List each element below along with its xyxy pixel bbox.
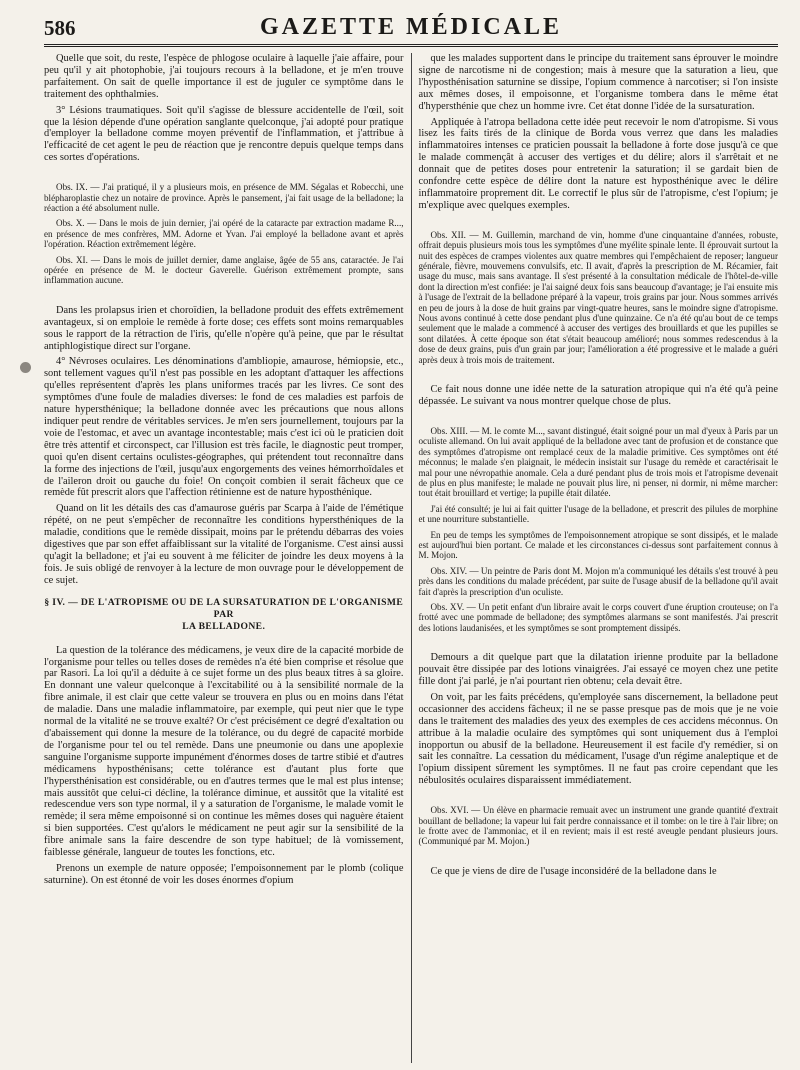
observation: Obs. XI. — Dans le mois de juillet dernier, dame anglaise, âgée de 55 ans, cataractée. Je l'ai opérée en présence de M. le docteur Gaverelle. Guérison extrêmement prompte, sans inflammation aucune. — [44, 254, 404, 286]
observation: En peu de temps les symptômes de l'empoisonnement atropique se sont dissipés, et le malade est aujourd'hui bien portant. Ce malade et les circonstances ci-dessus sont parfaitement connus à M. Mojon. — [418, 529, 778, 561]
journal-title: GAZETTE MÉDICALE — [259, 14, 563, 40]
section-heading: § IV. — DE L'ATROPISME OU DE LA SURSATURATION DE L'ORGANISME PAR LA BELLADONE. — [44, 596, 404, 632]
paragraph: Ce fait nous donne une idée nette de la saturation atropique qui n'a été qu'à peine dépassée. Le suivant va nous montrer quelque chose de plus. — [418, 384, 778, 407]
page-header — [44, 10, 778, 47]
paragraph: Quand on lit les détails des cas d'amaurose guéris par Scarpa à l'aide de l'émétique répété, on ne peut s'empêcher de reconnaître les conditions hypersthéniques de la maladie, conditions que le remède dissipait, moins par le prétendu débarras des voies digestives que par son effet affaiblissant sur la vitalité de l'organisme. C'est ainsi aussi qu'agit la belladone; et j'ai eu souvent à me féliciter de joindre les deux moyens à la fois. Je suis obligé de renvoyer à la lecture de mon ouvrage pour le développement de ce sujet. — [44, 503, 404, 586]
observation: Obs. XIV. — Un peintre de Paris dont M. Mojon m'a communiqué les détails s'est trouvé à peu près dans les conditions du malade précédent, par suite de l'usage abusif de la belladone qu'il avait fait d'après la prescription d'un oculiste. — [418, 565, 778, 597]
observation: Obs. XIII. — M. le comte M..., savant distingué, était soigné pour un mal d'yeux à Paris par un oculiste allemand. On lui avait appliqué de la belladone avec tant de profusion et de constance que des symptômes d'atropisme ont remplacé ceux de la maladie primitive. Ces symptômes ont été méconnus; le malade s'en plaignait, le médecin insistait sur l'usage du remède et caractérisait le mal pour une névropathie anomale. Cela a duré pendant plus de trois mois et l'atropisme devenait de plus en plus manifeste; le malade ne pouvait plus lire, ni penser, ni dormir, ni même marcher: tout était brouillard et vertige; la pupille était dilatée. — [418, 425, 778, 499]
paragraph: Ce que je viens de dire de l'usage inconsidéré de la belladone dans le — [430, 865, 717, 877]
left-column — [44, 53, 404, 1063]
observation: Obs. XII. — M. Guillemin, marchand de vin, homme d'une cinquantaine d'années, robuste, offrait depuis plusieurs mois tous les symptômes d'une myélite spinale lente. Il éprouvait surtout la nuit des espèces de crampes violentes aux quatre membres qui l'empêchaient de reposer; langueur générale, fièvre, mouvemens convulsifs, etc. Il avait, d'après la prescription de M. Récamier, fait usage du musc, mais sans avantage. Il s'est présenté à la consultation médicale de l'hôtel-de-ville dont la direction m'est confiée: je l'ai saigné deux fois sans beaucoup d'avantage; je l'ai ensuite mis à l'usage de l'extrait de la belladone préparé à la vapeur, trois grains par jour. Nous sommes arrivés en peu de jours à la dose de huit grains par vingt-quatre heures, sans le moindre signe d'atropisme. Nous avons continué à cette dose pendant plus d'une quinzaine. Ce n'a été qu'au bout de ce temps seulement que le malade a commencé à accuser des vertiges des brouillards et que les pupilles se sont dilatées. À cette époque son état s'était beaucoup amélioré; nous sommes redescendus à la dose de deux grains, puis d'un grain par jour; l'amélioration a été progressive et le malade a guéri après deux à trois mois de traitement. — [418, 229, 778, 365]
paragraph: 3° Lésions traumatiques. Soit qu'il s'agisse de blessure accidentelle de l'œil, soit que la lésion dépende d'une opération sanglante quelconque, j'ai adopté pour pratique d'employer la belladone comme moyen préventif de l'inflammation, et j'attribue à l'efficacité de cet agent le peu de réaction que je rencontre depuis quelque temps dans ces sortes d'opérations. — [44, 104, 404, 164]
right-column — [418, 53, 778, 1063]
observation: Obs. X. — Dans le mois de juin dernier, j'ai opéré de la cataracte par extraction madame R..., en présence de mes confrères, MM. Adorne et Yvan. J'ai employé la belladone avant et après l'opération. Réaction extrêmement légère. — [44, 218, 404, 250]
observation: J'ai été consulté; je lui ai fait quitter l'usage de la belladone, et prescrit des pilules de morphine et une nourriture substantielle. — [418, 503, 778, 525]
paragraph: La question de la tolérance des médicamens, je veux dire de la capacité morbide de l'organisme pour telles ou telles doses de remèdes n'a été bien comprise et résolue que par Rasori. La loi qu'il a déduite à ce sujet forme un des plus beaux titres à sa gloire. En donnant une valeur quelconque à l'excitabilité ou à la sensibilité normale de la fibre animale, il est clair que cette valeur se trouvera en plus ou en moins dans l'état de maladie. Dans une maladie inflammatoire, par exemple, qui peut nier que le type normal de la vitalité ne se trouve exalté? Or c'est précisément ce degré d'exaltation ou d'abaissement qui donne la mesure de la tolérance, ou du degré de capacité morbide de l'organisme pour tel ou tel remède. Dans une pneumonie ou dans une apoplexie sanguine l'organisme supporte impunément d'énormes doses de tartre stibié et d'autres médicamens hyposthénisans; cette tolérance est d'autant plus forte que l'hypersthénisation est considérable, ou en d'autres termes que le mal est plus intense; mais aussitôt que celui-ci décline, la tolérance diminue, et aussitôt que la vitalité est redescendue vers son type normal, il y a saturation de l'organisme, le malade vomit le remède; il sera même empoisonné si on continue les mêmes doses qui naguère étaient si bien supportées. C'est qu'alors le médicament ne peut agir sur la sensibilité de la fibre animale sans la faire descendre de son type habituel; de là vomissement, faiblesse générale, langueur de toutes les fonctions, etc. — [44, 644, 404, 859]
column-rule — [411, 53, 412, 1063]
text-columns — [44, 53, 778, 1063]
paragraph: que les malades supportent dans le principe du traitement sans éprouver le moindre signe de narcotisme ni de congestion; mais à mesure que la saturation a lieu, que l'hyposthénisation saturnine se dissipe, l'opium commence à narcotiser; si l'on insiste aux mêmes doses, il empoisonne, et l'organisme tombera dans le même état d'hypersthénie que chez un homme ivre. Cet état donne l'idée de la sursaturation. — [418, 53, 778, 112]
paragraph: Demours a dit quelque part que la dilatation irienne produite par la belladone pouvait être dissipée par des lotions vinaigrées. J'ai essayé ce moyen chez une petite fille dont j'ai parlé, je n'ai pourtant rien obtenu; cela devait être. — [418, 652, 778, 687]
paragraph: On voit, par les faits précédens, qu'employée sans discernement, la belladone peut occasionner des accidens fâcheux; il ne se passe presque pas de mois que je ne voie dans le traitement des maladies des yeux des exemples de ces accidens méconnus. On attribue à la maladie oculaire des symptômes qui sont uniquement dus à l'emploi inopportun ou abusif de la belladone. Heureusement il est facile d'y remédier, si on sait les connaître. La cessation du médicament, l'usage d'un régime analeptique et de l'opium dissipent sûrement les symptômes. Il ne faut pas croire cependant que les nébulosités oculaires disparaissent immédiatement. — [418, 691, 778, 787]
observation: Obs. XVI. — Un élève en pharmacie remuait avec un instrument une grande quantité d'extrait bouillant de belladone; la vapeur lui fait perdre connaissance et il tombe: on le tire à l'air libre; on le frotte avec de l'ammoniac, et il en revient; mais il est resté aveugle pendant plusieurs jours. (Communiqué par M. Mojon.) — [418, 805, 778, 847]
paragraph: Appliquée à l'atropa belladona cette idée peut recevoir le nom d'atropisme. Si vous lisez les faits tirés de la clinique de Borda vous verrez que dans les maladies inflammatoires intenses ce praticien poussait la belladone à forte dose jusqu'à ce que le malade commençât à accuser des vertiges et du délire; alors il s'arrêtait et ne donnait que de petites doses pour entretenir la saturation; il se gardait bien de confondre cette espèce de délire dont la nature est hyposthénique avec le délire inflammatoire proprement dit. Le correctif le plus sûr de l'atropisme, c'est l'opium; je m'explique avec quelques exemples. — [418, 116, 778, 211]
paragraph: Prenons un exemple de nature opposée; l'empoisonnement par le plomb (colique saturnine). On est étonné de voir les doses énormes d'opium — [44, 862, 404, 886]
observation: Obs. XV. — Un petit enfant d'un libraire avait le corps couvert d'une éruption crouteuse; on l'a frotté avec une pommade de belladone; des symptômes alarmans se sont manifestés. J'ai prescrit des lotions laudanisées, et les symptômes se sont promptement dissipés. — [418, 601, 778, 633]
paragraph: Dans les prolapsus irien et choroïdien, la belladone produit des effets extrêmement avantageux, si on emploie le remède à forte dose; ces effets sont moins remarquables sous le rapport de la rétraction de l'iris, qu'elle n'opère qu'à peine, que par le résultat antiphlogistique direct sur l'organe. — [44, 304, 404, 352]
punch-hole — [20, 362, 31, 373]
paragraph: Quelle que soit, du reste, l'espèce de phlogose oculaire à laquelle j'aie affaire, pour peu qu'il y ait photophobie, j'ai toujours recours à la belladone, et je m'en trouve parfaitement. On sait de quelle importance il est de juguler ce symptôme dans le traitement des ophthalmies. — [44, 53, 404, 100]
paragraph: 4° Névroses oculaires. Les dénominations d'ambliopie, amaurose, hémiopsie, etc., sont tellement vagues qu'il n'est pas possible en les adoptant d'attaquer les affections qu'elles représentent d'après les plans uniformes tracés par les livres. Ce sont des symptômes d'une foule de maladies diverses: le fond de ces maladies est parfois de nature hypersthénique; la belladone donnée avec les précautions que nous allons indiquer peut rendre de véritables services. Je m'en sers journellement, toujours par la voie de l'estomac, et avec un avantage incontestable; mais c'est ici où le praticien doit être très attentif et circonspect, car l'illusion est très facile, le diagnostic peut tromper, quoi qu'en disent certains oculistes-géographes, qui prétendent tout reconnaître dans la forme des injections de l'œil, jusqu'aux engorgements des veines hémorrhoïdales et de l'aileron droit ou gauche du foie! On conçoit combien il serait fâcheux que ce remède fût prescrit alors que l'affection rétinienne est de nature hyposthénique. — [44, 356, 404, 499]
observation: Obs. IX. — J'ai pratiqué, il y a plusieurs mois, en présence de MM. Ségalas et Robecchi, une blépharoplastie chez un notaire de province. Après le pansement, j'ai fait usage de la belladone; la réaction a été absolument nulle. — [44, 182, 404, 213]
page-number: 586 — [44, 16, 76, 40]
